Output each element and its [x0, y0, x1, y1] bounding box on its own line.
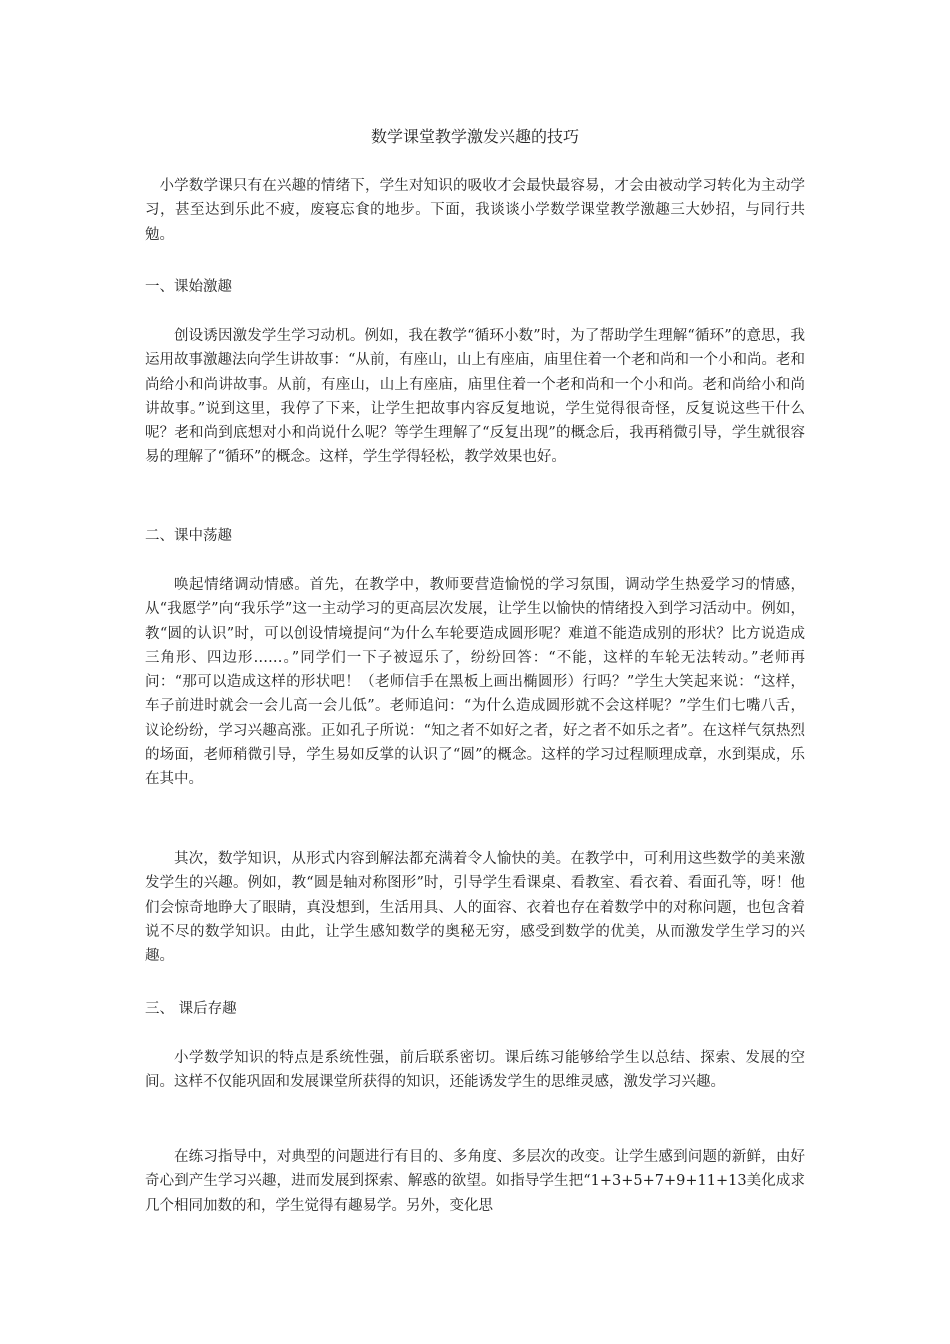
- section-2-paragraph-2: 其次，数学知识，从形式内容到解法都充满着令人愉快的美。在教学中，可利用这些数学的美来激发学生的兴趣。例如，教“圆是轴对称图形”时，引导学生看课桌、看教室、看衣着、看面孔等，呀！他们会惊奇地睁大了眼睛，真没想到，生活用具、人的面容、衣着也存在着数学中的对称问题，也包含着说不尽的数学知识。由此，让学生感知数学的奥秘无穷，感受到数学的优美，从而激发学生学习的兴趣。: [145, 851, 805, 965]
- intro-paragraph: 小学数学课只有在兴趣的情绪下，学生对知识的吸收才会最快最容易，才会由被动学习转化为主动学习，甚至达到乐此不疲，废寝忘食的地步。下面，我谈谈小学数学课堂教学激趣三大妙招，与同行共勉。: [145, 178, 805, 243]
- section-heading-2: 二、课中荡趣: [145, 528, 232, 544]
- section-2-paragraph-1: 唤起情绪调动情感。首先，在教学中，教师要营造愉悦的学习氛围，调动学生热爱学习的情感，从“我愿学”向“我乐学”这一主动学习的更高层次发展，让学生以愉快的情绪投入到学习活动中。例如，教“圆的认识”时，可以创设情境提问“为什么车轮要造成圆形呢？难道不能造成别的形状？比方说造成三角形、四边形……。”同学们一下子被逗乐了，纷纷回答：“不能，这样的车轮无法转动。”老师再问：“那可以造成这样的形状吧！（老师信手在黑板上画出椭圆形）行吗？”学生大笑起来说：“这样，车子前进时就会一会儿高一会儿低”。老师追问：“为什么造成圆形就不会这样呢？”学生们七嘴八舌，议论纷纷，学习兴趣高涨。正如孔子所说：“知之者不如好之者，好之者不如乐之者”。在这样气氛热烈的场面，老师稍微引导，学生易如反掌的认识了“圆”的概念。这样的学习过程顺理成章，水到渠成，乐在其中。: [145, 577, 805, 788]
- section-3-paragraph-2: 在练习指导中，对典型的问题进行有目的、多角度、多层次的改变。让学生感到问题的新鲜，由好奇心到产生学习兴趣，进而发展到探索、解惑的欲望。如指导学生把“1+3+5+7+9+11+13美化成求几个相同加数的和，学生觉得有趣易学。另外，变化思: [145, 1149, 805, 1214]
- document-title: 数学课堂教学激发兴趣的技巧: [370, 127, 579, 146]
- section-3-paragraph-1: 小学数学知识的特点是系统性强，前后联系密切。课后练习能够给学生以总结、探索、发展的空间。这样不仅能巩固和发展课堂所获得的知识，还能诱发学生的思维灵感，激发学习兴趣。: [145, 1050, 805, 1091]
- section-heading-1: 一、课始激趣: [145, 279, 232, 295]
- section-1-paragraph-1: 创设诱因激发学生学习动机。例如，我在教学“循环小数”时，为了帮助学生理解“循环”的意思，我运用故事激趣法向学生讲故事：“从前，有座山，山上有座庙，庙里住着一个老和尚和一个小和尚。老和尚给小和尚讲故事。从前，有座山，山上有座庙，庙里住着一个老和尚和一个小和尚。老和尚给小和尚讲故事。”说到这里，我停了下来，让学生把故事内容反复地说，学生觉得很奇怪，反复说这些干什么呢？老和尚到底想对小和尚说什么呢？等学生理解了“反复出现”的概念后，我再稍微引导，学生就很容易的理解了“循环”的概念。这样，学生学得轻松，教学效果也好。: [145, 328, 805, 466]
- section-heading-3: 三、 课后存趣: [145, 1001, 237, 1017]
